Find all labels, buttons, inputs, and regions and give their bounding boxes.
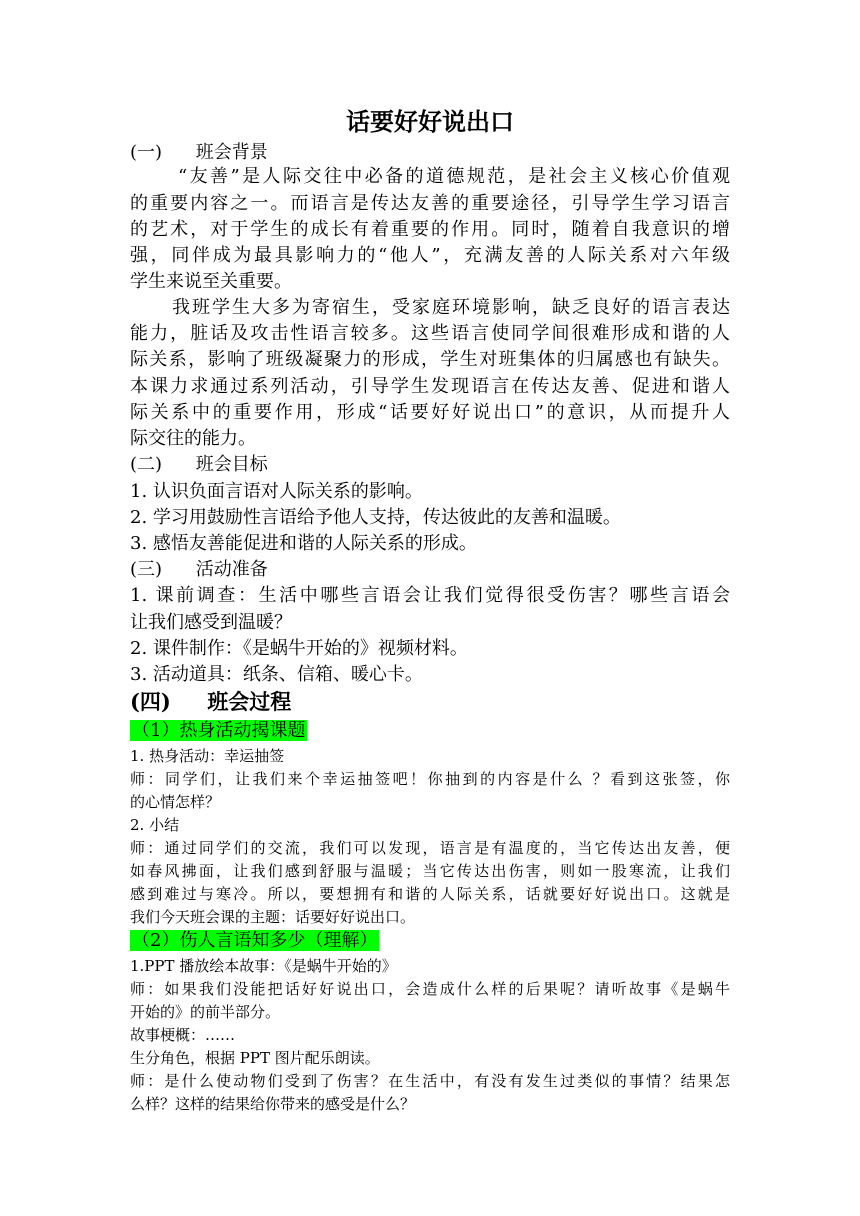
paragraph-line: “友善”是人际交往中必备的道德规范，是社会主义核心价值观 — [178, 166, 730, 187]
paragraph-line: 强，同伴成为最具影响力的“他人”，充满友善的人际关系对六年级 — [130, 245, 730, 266]
paragraph-line: 际关系，影响了班级凝聚力的形成，学生对班集体的归属感也有缺失。 — [130, 349, 730, 370]
section-label: 班会目标 — [195, 454, 268, 475]
paragraph-line: 的重要内容之一。而语言是传达友善的重要途径，引导学生学习语言 — [130, 193, 730, 214]
paragraph-line: 际关系中的重要作用，形成“话要好好说出口”的意识，从而提升人 — [130, 402, 730, 423]
section-number: (二) — [130, 454, 163, 475]
body-line: 开始的》的前半部分。 — [130, 1003, 281, 1021]
prep-item: 3. 活动道具：纸条、信箱、暖心卡。 — [130, 664, 423, 685]
section-label: 活动准备 — [195, 559, 268, 580]
body-line: 的心情怎样？ — [130, 793, 221, 811]
prep-item: 让我们感受到温暖？ — [130, 612, 292, 633]
paragraph-line: 能力，脏话及攻击性语言较多。这些语言使同学间很难形成和谐的人 — [130, 323, 730, 344]
section-number: (三) — [130, 559, 163, 580]
body-line: 师：是什么使动物们受到了伤害？在生活中，有没有发生过类似的事情？结果怎 — [130, 1072, 730, 1090]
body-line: 故事梗概：…… — [130, 1026, 236, 1044]
body-line: 1. 热身活动：幸运抽签 — [130, 747, 285, 765]
paragraph-line: 学生来说至关重要。 — [130, 271, 292, 292]
document-title: 话要好好说出口 — [346, 107, 514, 136]
section-number: (四) — [130, 689, 171, 714]
section-label: 班会过程 — [207, 689, 292, 714]
body-line: 2. 小结 — [130, 816, 180, 834]
section-label: 班会背景 — [195, 142, 268, 163]
paragraph-line: 的艺术，对于学生的成长有着重要的作用。同时，随着自我意识的增 — [130, 219, 730, 240]
body-line: 师：同学们，让我们来个幸运抽签吧！你抽到的内容是什么 ？看到这张签，你 — [130, 770, 730, 788]
body-line: 感到难过与寒冷。所以，要想拥有和谐的人际关系，话就要好好说出口。这就是 — [130, 885, 730, 903]
section-heading-background — [130, 140, 268, 166]
goal-item: 2. 学习用鼓励性言语给予他人支持，传达彼此的友善和温暖。 — [130, 507, 621, 528]
paragraph-line: 本课力求通过系列活动，引导学生发现语言在传达友善、促进和谐人 — [130, 376, 730, 397]
paragraph-line: 际交往的能力。 — [130, 428, 256, 449]
section-heading-goals — [130, 452, 268, 478]
section-heading-process — [130, 688, 291, 716]
step-heading-hurtful-words — [130, 928, 379, 954]
body-line: 么样？这样的结果给你带来的感受是什么？ — [130, 1095, 416, 1113]
goal-item: 1. 认识负面言语对人际关系的影响。 — [130, 481, 423, 502]
body-line: 师：通过同学们的交流，我们可以发现，语言是有温度的，当它传达出友善，便 — [130, 839, 730, 857]
step-heading-warmup — [130, 718, 307, 744]
highlighted-heading: （1）热身活动揭课题 — [132, 720, 306, 741]
highlighted-heading: （2）伤人言语知多少（理解） — [132, 930, 378, 951]
prep-item: 2. 课件制作：《是蜗牛开始的》视频材料。 — [130, 638, 468, 659]
section-number: (一) — [130, 142, 163, 163]
body-line: 生分角色，根据 PPT 图片配乐朗读。 — [130, 1049, 380, 1067]
body-line: 师：如果我们没能把话好好说出口，会造成什么样的后果呢？请听故事《是蜗牛 — [130, 980, 730, 998]
body-line: 如春风拂面，让我们感到舒服与温暖；当它传达出伤害，则如一股寒流，让我们 — [130, 862, 730, 880]
section-heading-preparation — [130, 557, 268, 583]
goal-item: 3. 感悟友善能促进和谐的人际关系的形成。 — [130, 533, 477, 554]
prep-item: 1. 课前调查：生活中哪些言语会让我们觉得很受伤害？哪些言语会 — [130, 585, 730, 606]
paragraph-line: 我班学生大多为寄宿生，受家庭环境影响，缺乏良好的语言表达 — [172, 297, 730, 318]
body-line: 我们今天班会课的主题：话要好好说出口。 — [130, 908, 416, 926]
body-line: 1.PPT 播放绘本故事：《是蜗牛开始的》 — [130, 957, 397, 975]
